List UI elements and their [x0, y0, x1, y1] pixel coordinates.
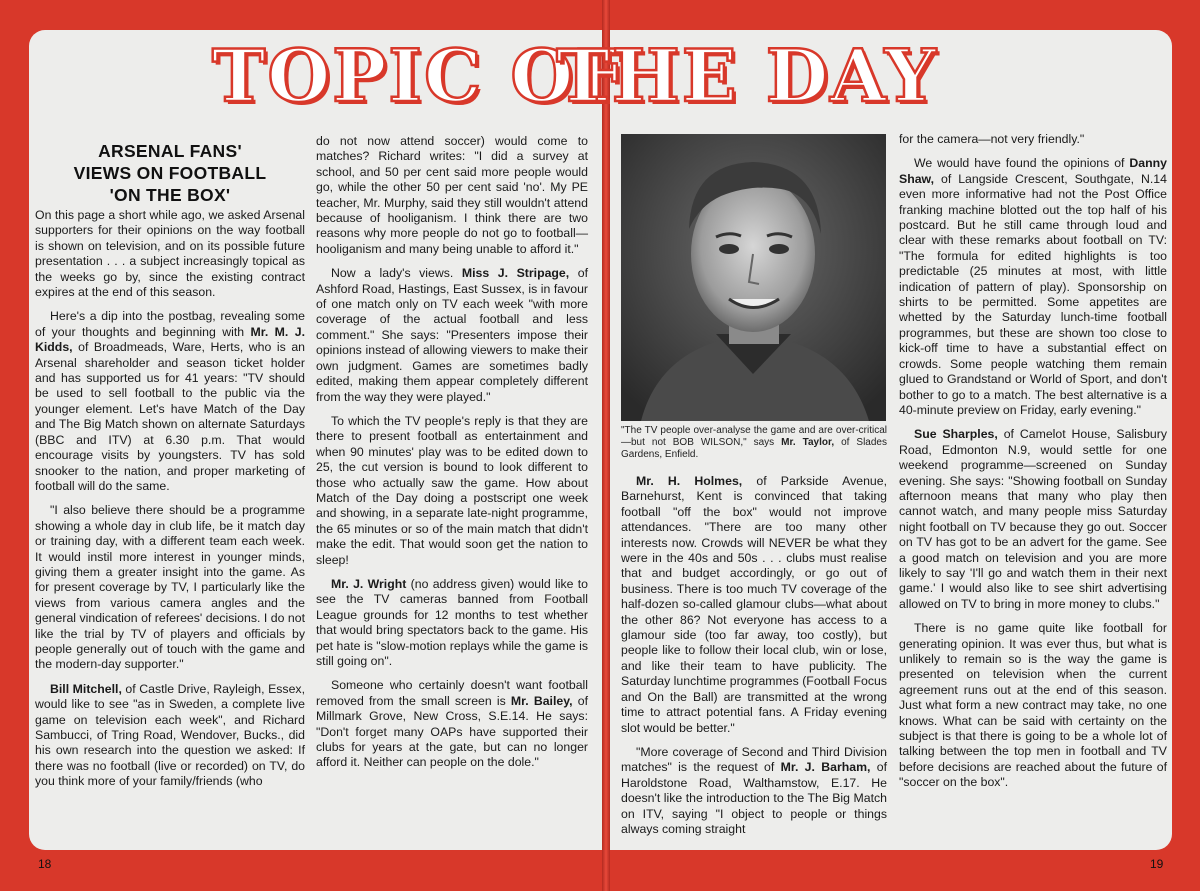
title-banner-left	[211, 33, 629, 118]
paragraph-text: of Castle Drive, Rayleigh, Essex, would like to see "as in Sweden, a complete live game on television each week", and Richard Sambucci, of Tring Road, Wendover, Bucks., did his own research into the question we asked: If there was no football (live or recorded) on TV, do you think more of your family/friends (who	[35, 681, 305, 789]
col1-paragraph	[35, 503, 305, 672]
paragraph-text: "I also believe there should be a programme showing a whole day in club life, be it match day or training day, with a different team each week. It would instil more interest in younger minds, giving them a greater insight into the game. As for present coverage by TV, I particularly like the views from various camera angles and the general vindication of referees' decisions. I do not like the trial by TV of players and officials by people generally out of touch with the game and the modern-day supporter."	[35, 503, 305, 672]
paragraph-lead: Now a lady's views.	[331, 266, 462, 281]
caption-name: Mr. Taylor,	[781, 437, 835, 448]
correspondent-name: Mr. M. J. Kidds,	[35, 324, 306, 355]
col2-paragraph	[316, 414, 588, 568]
col3-paragraph	[621, 474, 887, 736]
column-4	[899, 132, 1167, 800]
col2-paragraph	[316, 577, 588, 669]
portrait-photo	[621, 134, 886, 421]
page-gutter	[602, 0, 610, 891]
col1-body	[35, 208, 305, 790]
col2-paragraph	[316, 678, 588, 770]
correspondent-name: Danny Shaw,	[899, 156, 1167, 186]
col4-paragraph	[899, 427, 1167, 612]
correspondent-name: Sue Sharples,	[914, 427, 998, 442]
column-3	[621, 474, 887, 846]
col2-body	[316, 134, 588, 771]
portrait-illustration	[621, 134, 886, 421]
paragraph-text: of Parkside Avenue, Barnehurst, Kent is convinced that taking football "off the box" would not improve attendances. "There are too many other interests now. Crowds will NEVER be what they were in the 40s and 50s . . . clubs must realise that and budget accordingly, or go out of business. There is too much TV coverage of the half-dozen so-called glamour clubs—what about the other 86? Not everyone has access to a glamour side (too far away, too costly), but people like to follow their local club, win or lose, and like their team to have publicity. The Saturday lunchtime programmes (Football Focus and On the Ball) are transmitted at the wrong time to attract potential fans. A Friday evening slot would be better."	[621, 474, 888, 735]
paragraph-lead: Someone who certainly doesn't want football removed from the small screen is	[316, 678, 588, 708]
title-banner-right	[556, 33, 938, 118]
paragraph-text: of Broadmeads, Ware, Herts, who is an Arsenal shareholder and season ticket holder and has supported us for 41 years: "TV should be used to sell football to the public via the younger element. Let's have Match of the Day and The Big Match shown on alternate Saturdays (BBC and ITV) at 6.30 p.m. That would encourage visits by youngsters. TV has sold snooker to the nation, and proper marketing of football will do the same.	[35, 340, 305, 493]
article-headline: ARSENAL FANS' VIEWS ON FOOTBALL 'ON THE BOX'	[73, 141, 267, 205]
page-number-right: 19	[1150, 857, 1164, 871]
col3-body	[621, 474, 887, 837]
paragraph-text: (no address given) would like to see the TV cameras banned from Football League grounds for 12 months to test whether that would bring spectators back to the game. His pet hate is "slow-motion replays while the game is still going on".	[316, 576, 588, 668]
col4-paragraph	[899, 132, 1167, 147]
col2-paragraph	[316, 134, 588, 257]
col1-paragraph	[35, 309, 305, 494]
paragraph-text: of Ashford Road, Hastings, East Sussex, is in favour of one match only on TV each week "with more coverage of the actual football and less comment." She says: "Presenters impose their opinions instead of allowing viewers to make their own judgment. Games are sometimes badly edited, making them appear completely different from the way they were played."	[316, 266, 588, 404]
paragraph-lead: "More coverage of Second and Third Division matches" is the request of	[621, 744, 887, 775]
correspondent-name: Mr. H. Holmes,	[636, 474, 743, 488]
col3-paragraph	[621, 745, 887, 837]
paragraph-text: of Haroldstone Road, Walthamstow, E.17. He doesn't like the introduction to the The Big Match on ITV, saying "I object to people or things always coming straight	[621, 760, 887, 836]
col1-paragraph	[35, 682, 305, 790]
caption-text: "The TV people over-analyse the game and are over-critical—but not BOB WILSON," says	[621, 425, 887, 448]
title-left: TOPIC OF	[211, 33, 629, 118]
paragraph-text: There is no game quite like football for generating opinion. It was ever thus, but what is unlikely to remain so is the way the game is presented on television when the current agreement runs out at the end of this season. Just what form a new contract may take, no one knows. What can be said with certainty on the subject is that there is going to be a whole lot of talking between the top men in football and TV before decisions are reached about the future of "soccer on the box".	[899, 621, 1167, 790]
paragraph-text: On this page a short while ago, we asked Arsenal supporters for their opinions on the way football is shown on television, and on its possible future presentation . . . a subject increasingly topical as the weeks go by, since the existing contract expires at the end of this season.	[35, 208, 305, 300]
correspondent-name: Bill Mitchell,	[50, 681, 122, 696]
paragraph-lead: Here's a dip into the postbag, revealing some of your thoughts and beginning with	[35, 309, 305, 339]
col2-paragraph	[316, 266, 588, 405]
column-2	[316, 134, 588, 780]
title-right: THE DAY	[556, 33, 938, 118]
page-number-left: 18	[38, 857, 52, 871]
correspondent-name: Miss J. Stripage,	[461, 266, 570, 281]
correspondent-name: Mr. Bailey,	[510, 693, 573, 708]
paragraph-lead: We would have found the opinions of	[914, 156, 1130, 171]
paragraph-text: of Millmark Grove, New Cross, S.E.14. He says: "Don't forget many OAPs have supported their clubs for years at the gate, but can no longer afford it. Neither can people on the dole."	[316, 693, 588, 770]
paragraph-text: do not now attend soccer) would come to matches? Richard writes: "I did a survey at school, and 50 per cent said more people would go, while the other 50 per cent said 'no'. My PE teacher, Mr. Murphy, said they still wouldn't attend because of hooliganism. I think there are two reasons why more people do not go to football—hooliganism and many being unable to afford it."	[316, 134, 588, 256]
paragraph-text: of Camelot House, Salisbury Road, Edmonton N.9, would settle for one weekend programme—screened on Sunday evening. She says: "Showing football on Sunday afternoon means that many who play then cannot watch, and many people miss Saturday night football on TV because they go out. Soccer on TV has got to be an advert for the game. See a good match on television and you are more likely to say 'I'll go and watch them in their next game.' I would also like to see shirt advertising allowed on TV to bring in more money to clubs."	[899, 427, 1167, 611]
col4-body	[899, 132, 1167, 791]
correspondent-name: Mr. J. Wright	[331, 576, 407, 591]
column-1	[35, 134, 305, 799]
col4-paragraph	[899, 621, 1167, 790]
paragraph-text: for the camera—not very friendly."	[899, 132, 1085, 146]
col1-paragraph	[35, 208, 305, 300]
paragraph-text: of Langside Crescent, Southgate, N.14 even more informative had not the Post Office franking machine blotted out the top half of his postcard. But he still came through loud and clear with these remarks about football on TV: "The formula for edited highlights is too predictable (25 minutes at most, with little indication of pattern of play). Sponsorship on shirts to be permitted. Some appetites are whetted by the Saturday lunch-time football programmes, but these are shown too close to kick-off time to have a substantial effect on crowds. Some people watching them remain glued to Grandstand or World of Sport, and don't bother to go to a match. The best alternative is a 40-minute preview on Friday, early evening."	[899, 171, 1167, 417]
correspondent-name: Mr. J. Barham,	[780, 760, 871, 775]
col4-paragraph	[899, 156, 1167, 418]
photo-caption	[621, 425, 887, 461]
paragraph-text: To which the TV people's reply is that they are there to present football as entertainment and when 90 minutes' play was to be edited down to 25, the cut version is bound to look different to those who actually saw the game. How about Match of the Day doing a postscript one week and showing, in a separate late-night programme, the 65 minutes or so of the main match that didn't make the edit. That would soon get the nation to sleep!	[316, 413, 588, 567]
caption-tail: of Slades Gardens, Enfield.	[621, 437, 887, 460]
